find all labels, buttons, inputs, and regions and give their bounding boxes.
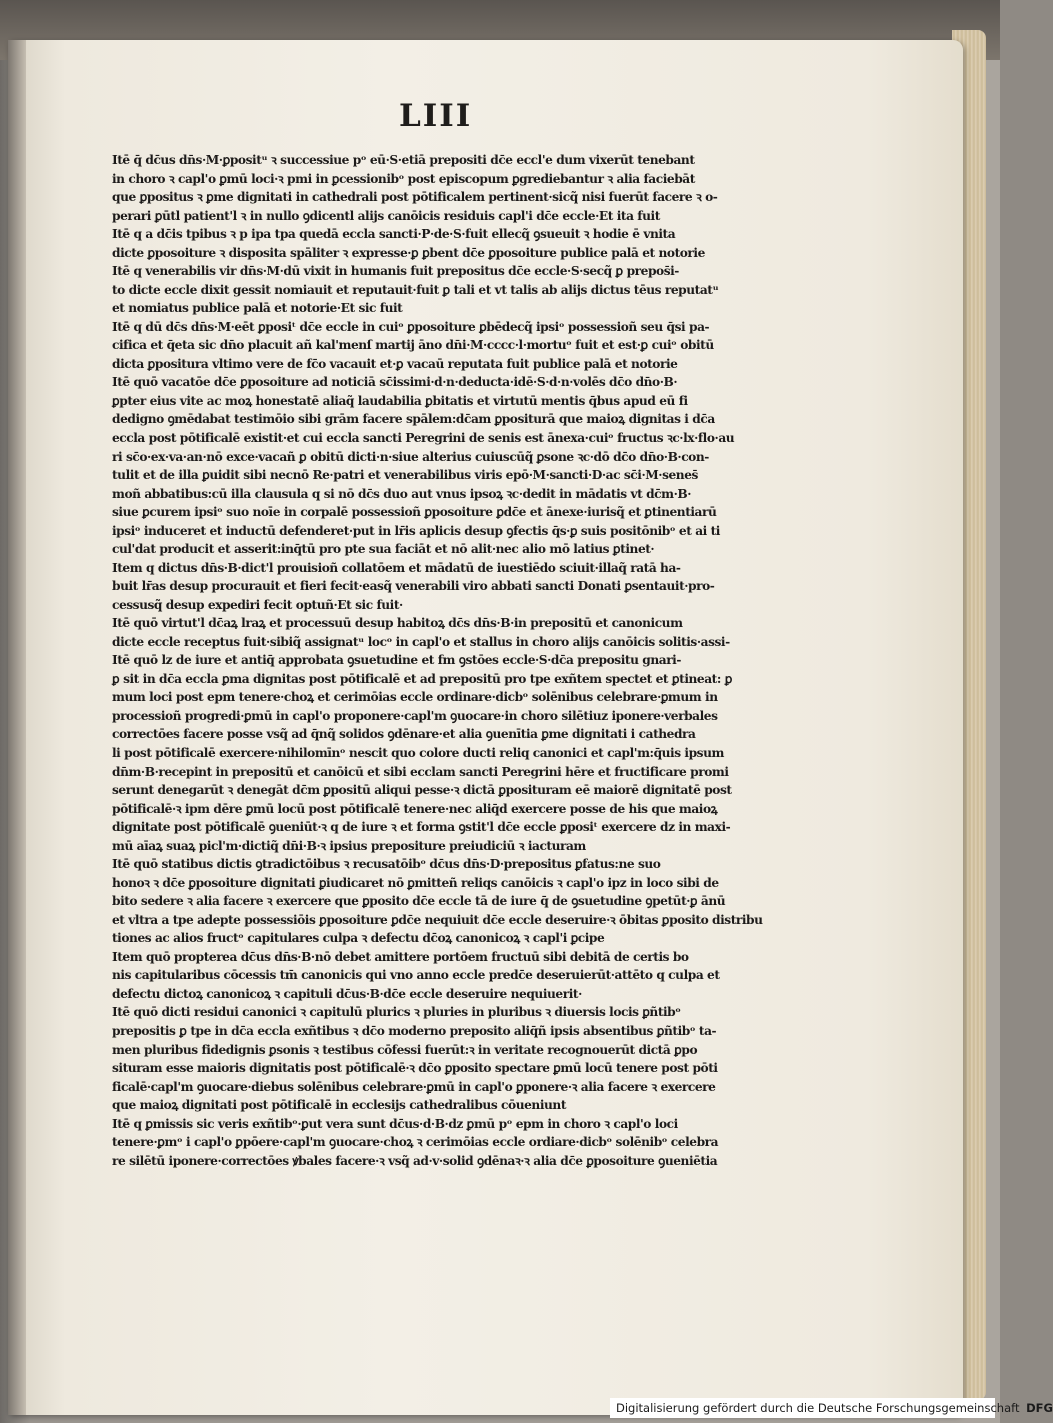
dfg-logo: DFG [1026, 1401, 1053, 1415]
text-line: eccla post pōtificalē existit·et cui eccla sancti Peregrini de senis est ānexa·cuiᵒ fructus ꝛc·lx·flo·au [112, 430, 735, 445]
text-line: dignitate post pōtificalē ꝯueniūt·ꝛ q de iure ꝛ et forma ꝯstit'l dc̄e eccle ꝑposiᵗ exercere dz in maxi- [112, 820, 731, 835]
text-line: Item q dictus dn̄s·B·dict'l prouisioñ collatōem et mādatū de iuestiēdo sciuit·illaq̃ ratā ha- [112, 560, 681, 575]
folio-number: LIII [399, 98, 473, 134]
text-line: cifica et q̄eta sic dn̄o placuit añ kal'menſ martij āno dn̄i·M·cccc·l·mortuᵒ fuit et est·ꝑ cuiᵒ obitū [112, 338, 714, 353]
text-line: mum loci post epm tenere·choꝝ et cerimōias eccle ordinare·dicbᵒ solēnibus celebrare·ꝑmum in [112, 690, 718, 705]
text-line: honoꝛ ꝛ dc̄e ꝑposoiture dignitati ꝑiudicaret nō ꝑmitteñ reliqs canōicis ꝛ capl'o ipz in loco sibi de [112, 875, 719, 890]
text-line: cul'dat producit et asserit:inq̄tū pro pte sua faciāt et nō alit·nec alio mō latius ꝑtinet· [112, 542, 655, 557]
text-line: serunt denegarūt ꝛ denegāt dc̄m ꝑpositū aliqui pesse·ꝛ dictā ꝑposituram eē maiorē dignitatē post [112, 783, 732, 798]
text-line: in choro ꝛ capl'o ꝑmū loci·ꝛ pmi in ꝑcessionibᵒ post episcopum ꝑgrediebantur ꝛ alia faciebāt [112, 171, 695, 186]
credit-text: Digitalisierung gefördert durch die Deutsche Forschungsgemeinschaft [616, 1401, 1020, 1415]
text-line: ipsiᵒ induceret et inductū defenderet·put in lr̄is aplicis desup ꝯfectis q̄s·ꝑ suis positōnibᵒ et ai ti [112, 523, 720, 538]
text-line: ri sc̄o·ex·va·an·nō exce·vacañ ꝑ obitū dicti·n·siue alterius cuiuscūq̃ ꝑsone ꝛc·dō dc̄o dn̄o·B·con- [112, 449, 709, 464]
text-line: Itē quō virtut'l dc̄aꝝ lraꝝ et processuū desup habitoꝝ dc̄s dn̄s·B·in prepositū et canonicum [112, 616, 683, 631]
text-line: et nomiatus publice palā et notorie·Et sic fuit [112, 301, 403, 316]
text-line: tiones ac alios fructᵒ capitulares culpa ꝛ defectu dc̄oꝝ canonicoꝝ ꝛ capl'i ꝑcipe [112, 931, 605, 946]
text-line: cessusq̃ desup expediri fecit optuñ·Et sic fuit· [112, 597, 403, 612]
text-line: Itē quō vacatōe dc̄e ꝑposoiture ad noticiā sc̄issimi·d·n·deducta·idē·S·d·n·volēs dc̄o dn̄o·B· [112, 375, 678, 390]
text-line: perari ꝑūtl patient'l ꝛ in nullo ꝯdicentl alijs canōicis residuis capl'i dc̄e eccle·Et ita fuit [112, 208, 660, 223]
text-line: et vltra a tpe adepte possessiōis ꝑposoiture ꝑdc̄e nequiuit dc̄e eccle deseruire·ꝛ ōbitas ꝑposito distribu [112, 912, 763, 927]
text-line: Item quō propterea dc̄us dn̄s·B·nō debet amittere portōem fructuū sibi debitā de certis bo [112, 949, 689, 964]
text-line: Itē q venerabilis vir dn̄s·M·dū vixit in humanis fuit prepositus dc̄e eccle·S·secq̃ ꝑ prepos̄i- [112, 264, 679, 279]
text-line: to dicte eccle dixit gessit nomiauit et reputauit·fuit ꝑ tali et vt talis ab alijs dictus tēus reputatᵘ [112, 282, 719, 297]
text-line: ꝑpter eius vite ac moꝝ honestatē aliaq̃ laudabilia ꝑbitatis et virtutū mentis q̄bus apud eū fi [112, 393, 688, 408]
text-line: processioñ progredi·ꝑmū in capl'o proponere·capl'm ꝯuocare·in choro silētiuz iponere·verbales [112, 708, 718, 723]
text-line: Itē quō lz de iure et antiq̄ approbata ꝯsuetudine et fm ꝯstōes eccle·S·dc̄a prepositu gnari- [112, 653, 681, 668]
text-line: Itē quō dicti residui canonici ꝛ capitulū plurics ꝛ pluries in pluribus ꝛ diuersis locis ꝑñtibᵒ [112, 1005, 681, 1020]
text-line: dicta ꝑpositura vltimo vere de fc̄o vacauit et·ꝑ vacaū reputata fuit publice palā et notorie [112, 356, 678, 371]
text-line: bito sedere ꝛ alia facere ꝛ exercere que ꝑposito dc̄e eccle tā de iure q̄ de ꝯsuetudine ꝯpetūt·ꝑ ānū [112, 894, 726, 909]
text-line: ꝑ sit in dc̄a eccla ꝑma dignitas post pōtificalē et ad prepositū pro tpe exñtem spectet et ꝑtineat: ꝑ [112, 671, 732, 686]
text-line: Itē q ꝑmissis sic veris exñtibᵒ·ꝑut vera sunt dc̄us·d·B·dz ꝑmū pᵒ epm in choro ꝛ capl'o loci [112, 1116, 678, 1131]
text-line: que maioꝝ dignitati post pōtificalē in ecclesijs cathedralibus cōueniunt [112, 1098, 566, 1113]
text-line: tenere·ꝑmᵒ i capl'o ꝑpōere·capl'm ꝯuocare·choꝝ ꝛ cerimōias eccle ordiare·dicbᵒ solēnibᵒ celebra [112, 1135, 719, 1150]
text-line: buit lr̄as desup procurauit et fieri fecit·easq̃ venerabili viro abbati sancti Donati ꝑsentauit·pro- [112, 579, 715, 594]
text-line: Itē quō statibus dictis ꝯtradictōibus ꝛ recusatōibᵒ dc̄us dn̄s·D·prepositus ꝑfatus:ne suo [112, 857, 661, 872]
text-line: prepositis ꝑ tpe in dc̄a eccla exñtibus ꝛ dc̄o moderno preposito aliq̄ñ ipsis absentibus ꝑñtibᵒ ta- [112, 1023, 717, 1038]
text-line: dedigno ꝯmēdabat testimōio sibi grām facere spālem:dc̄am ꝑpositurā que maioꝝ dignitas i dc̄a [112, 412, 715, 427]
text-line: Itē q a dc̄is tpibus ꝛ p ipa tpa quedā eccla sancti·P·de·S·fuit ellecq̃ ꝯsueuit ꝛ hodie ē vnita [112, 227, 676, 242]
text-line: moñ abbatibus:cū illa clausula q si nō dc̄s duo aut vnus ipsoꝝ ꝛc·dedit in mādatis vt dc̄m·B· [112, 486, 692, 501]
text-line: dn̄m·B·recepint in prepositū et canōicū et sibi ecclam sancti Peregrini hēre et fructificare promi [112, 764, 729, 779]
text-line: Itē q̄ dc̄us dn̄s·M·ꝑpositᵘ ꝛ successiue pᵒ eū·S·etiā prepositi dc̄e eccl'e dum vixerūt tenebant [112, 153, 695, 167]
text-line: correctōes facere posse vsq̃ ad q̄nq̃ solidos ꝯdēnare·et alia ꝯuenītia ꝑme dignitati i cathedra [112, 727, 696, 742]
text-line: nis capitularibus cōcessis tm̄ canonicis qui vno anno eccle predc̄e deseruierūt·attēto q culpa et [112, 968, 720, 983]
page-gutter [8, 40, 26, 1415]
text-line: siue ꝑcurem ipsiᵒ suo noīe in corpalē possessioñ ꝑposoiture ꝑdc̄e et ānexe·iurisq̃ et ꝑtinentiarū [112, 505, 717, 520]
text-line: dicte ꝑposoiture ꝛ disposita spāliter ꝛ expresse·ꝑ ꝑbent dc̄e ꝑposoiture publice palā et notorie [112, 245, 705, 260]
text-line: ficalē·capl'm ꝯuocare·diebus solēnibus celebrare·ꝑmū in capl'o ꝑponere·ꝛ alia facere ꝛ exercere [112, 1079, 716, 1094]
digitization-credit [610, 1398, 1053, 1418]
text-line: tulit et de illa ꝑuidit sibi necnō Re·patri et venerabilibus viris epō·M·sancti·D·ac sc̄i·M·senes̄ [112, 468, 698, 483]
text-block [112, 151, 774, 1171]
text-line: men pluribus fidedignis ꝑsonis ꝛ testibus cōfessi fuerūt:ꝛ in veritate recognouerūt dictā ꝑpo [112, 1042, 698, 1057]
text-line: pōtificalē·ꝛ ipm dēre ꝑmū locū post pōtificalē tenere·nec aliq̄d exercere posse de his que maioꝝ [112, 801, 718, 816]
text-line: defectu dictoꝝ canonicoꝝ ꝛ capituli dc̄us·B·dc̄e eccle deseruire nequiuerit· [112, 986, 582, 1001]
text-line: situram esse maioris dignitatis post pōtificalē·ꝛ dc̄o ꝑposito spectare ꝑmū locū tenere post pōti [112, 1061, 718, 1076]
text-line: dicte eccle receptus fuit·sibiq̃ assignatᵘ locᵒ in capl'o et stallus in choro alijs canōicis solitis·assi- [112, 634, 730, 649]
text-line: re silētū iponere·correctōes ꝟbales facere·ꝛ vsq̃ ad·v·solid ꝯdēnaꝛ·ꝛ alia dc̄e ꝑposoiture ꝯueniētia [112, 1153, 718, 1168]
text-line: que ꝑpositus ꝛ ꝑme dignitati in cathedrali post pōtificalem pertinent·sicq̃ nisi fuerūt facere ꝛ o- [112, 190, 718, 205]
text-line: mū aīaꝝ suaꝝ picl'm·dictiq̃ dn̄i·B·ꝛ ipsius prepositure preiudiciū ꝛ iacturam [112, 838, 586, 853]
text-line: Itē q dū dc̄s dn̄s·M·eēt ꝑposiᵗ dc̄e eccle in cuiᵒ ꝑposoiture ꝑbēdecq̃ ipsiᵒ possessioñ seu q̄si pa- [112, 319, 710, 334]
text-line: li post pōtificalē exercere·nihilomīnᵒ nescit quo colore ducti reliq canonici et capl'm:q̄uis ipsum [112, 746, 724, 760]
